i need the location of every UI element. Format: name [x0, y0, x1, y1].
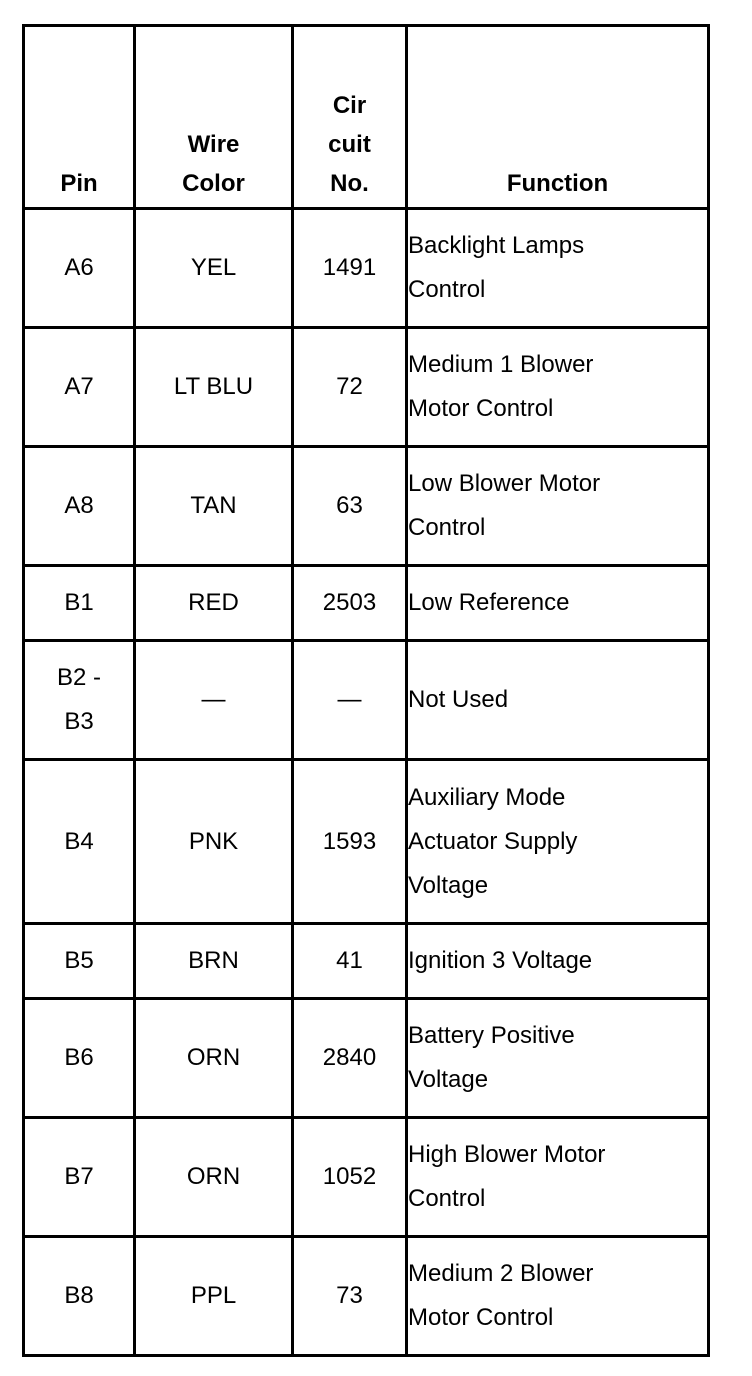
wire-color-cell: PPL — [135, 1237, 293, 1356]
circuit-no-cell: 1593 — [293, 760, 407, 924]
wire-color-cell: ORN — [135, 999, 293, 1118]
table-row — [24, 209, 709, 328]
table-row — [24, 1118, 709, 1237]
function-cell: Low Reference — [407, 566, 709, 641]
table-row — [24, 447, 709, 566]
pin-cell: A8 — [24, 447, 135, 566]
table-header-row — [24, 26, 709, 209]
wire-color-cell: BRN — [135, 924, 293, 999]
circuit-no-cell: 2840 — [293, 999, 407, 1118]
function-cell: Not Used — [407, 641, 709, 760]
wire-color-cell: YEL — [135, 209, 293, 328]
header-function: Function — [407, 26, 709, 209]
circuit-no-cell: 73 — [293, 1237, 407, 1356]
header-pin: Pin — [24, 26, 135, 209]
pin-cell: B8 — [24, 1237, 135, 1356]
connector-pin-table — [22, 24, 710, 1357]
header-circuit-no: Cir cuit No. — [293, 26, 407, 209]
function-cell: Low Blower Motor Control — [407, 447, 709, 566]
table-row — [24, 328, 709, 447]
circuit-no-cell: 72 — [293, 328, 407, 447]
pin-cell: B2 - B3 — [24, 641, 135, 760]
wire-color-cell: PNK — [135, 760, 293, 924]
pin-cell: B5 — [24, 924, 135, 999]
circuit-no-cell: 2503 — [293, 566, 407, 641]
function-cell: Medium 2 Blower Motor Control — [407, 1237, 709, 1356]
wire-color-cell: — — [135, 641, 293, 760]
circuit-no-cell: 41 — [293, 924, 407, 999]
wire-color-cell: ORN — [135, 1118, 293, 1237]
function-cell: Auxiliary Mode Actuator Supply Voltage — [407, 760, 709, 924]
header-wire-color: Wire Color — [135, 26, 293, 209]
circuit-no-cell: 1052 — [293, 1118, 407, 1237]
wire-color-cell: LT BLU — [135, 328, 293, 447]
wire-color-cell: TAN — [135, 447, 293, 566]
function-cell: High Blower Motor Control — [407, 1118, 709, 1237]
pin-cell: B4 — [24, 760, 135, 924]
table-row — [24, 924, 709, 999]
table-row — [24, 641, 709, 760]
function-cell: Ignition 3 Voltage — [407, 924, 709, 999]
table-row — [24, 566, 709, 641]
function-cell: Battery Positive Voltage — [407, 999, 709, 1118]
circuit-no-cell: 1491 — [293, 209, 407, 328]
table-row — [24, 999, 709, 1118]
function-cell: Backlight Lamps Control — [407, 209, 709, 328]
function-cell: Medium 1 Blower Motor Control — [407, 328, 709, 447]
pin-cell: B7 — [24, 1118, 135, 1237]
table-row — [24, 1237, 709, 1356]
circuit-no-cell: 63 — [293, 447, 407, 566]
pin-cell: B1 — [24, 566, 135, 641]
pin-cell: A7 — [24, 328, 135, 447]
pin-cell: B6 — [24, 999, 135, 1118]
pin-cell: A6 — [24, 209, 135, 328]
circuit-no-cell: — — [293, 641, 407, 760]
wire-color-cell: RED — [135, 566, 293, 641]
table-row — [24, 760, 709, 924]
